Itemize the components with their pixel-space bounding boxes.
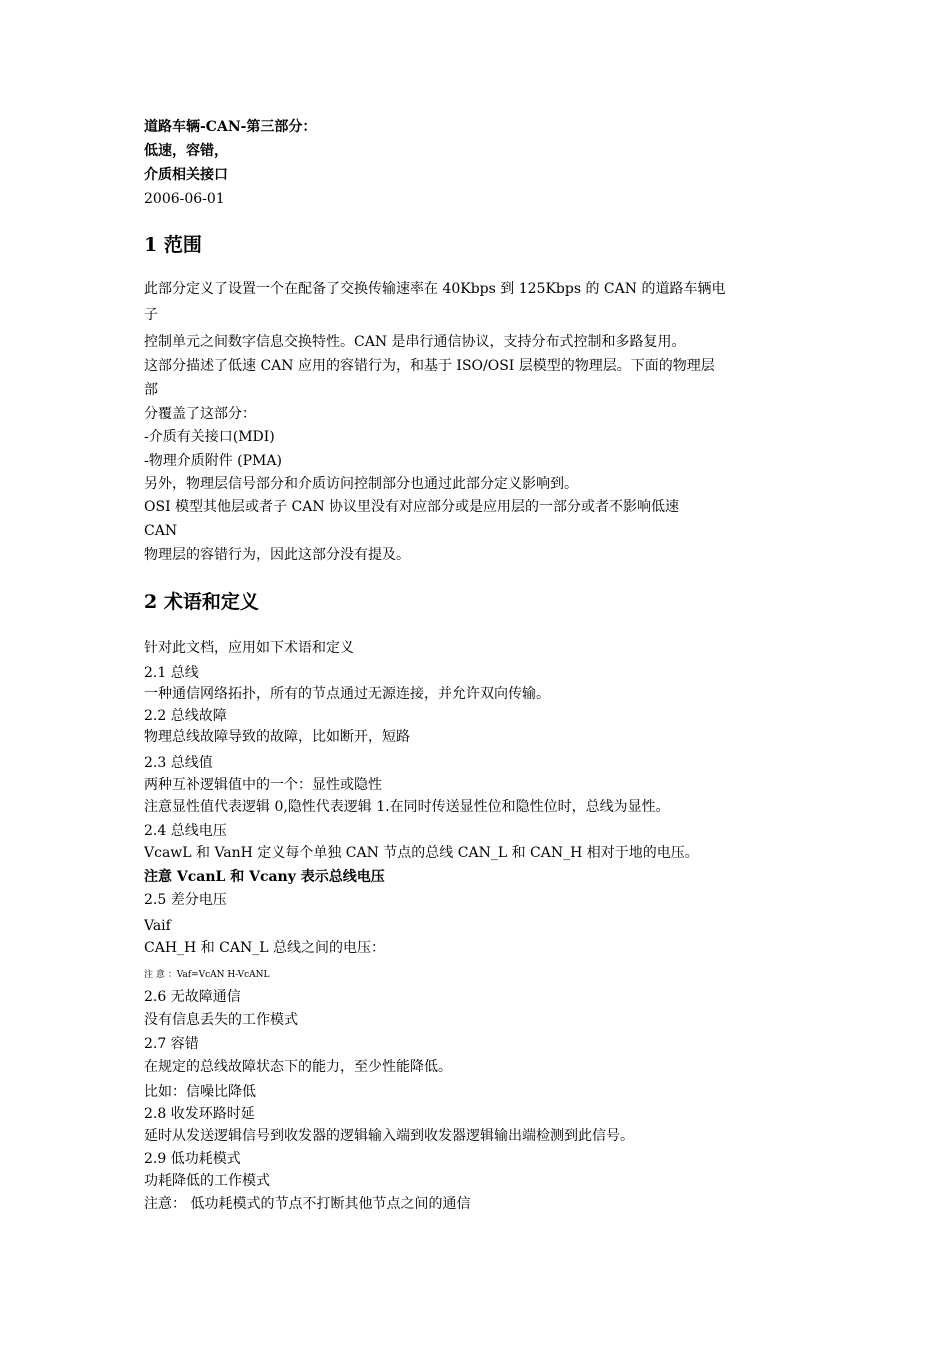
section-1-line: -物理介质附件 (PMA) bbox=[144, 453, 282, 469]
section-2-line: 2.8 收发环路时延 bbox=[144, 1106, 255, 1122]
section-2-line: Vaif bbox=[144, 918, 171, 934]
section-2-line: 注意 VcanL 和 Vcany 表示总线电压 bbox=[144, 869, 385, 885]
section-1-line: OSI 模型其他层或者子 CAN 协议里没有对应部分或是应用层的一部分或者不影响低速 bbox=[144, 499, 680, 515]
doc-title-line-3: 介质相关接口 bbox=[144, 167, 228, 183]
section-2-line: 注意： 低功耗模式的节点不打断其他节点之间的通信 bbox=[144, 1196, 471, 1212]
section-2-line: 2.1 总线 bbox=[144, 665, 199, 681]
section-2-line: 在规定的总线故障状态下的能力，至少性能降低。 bbox=[144, 1059, 452, 1075]
section-1-line: 另外，物理层信号部分和介质访问控制部分也通过此部分定义影响到。 bbox=[144, 476, 578, 492]
section-2-line: 注意显性值代表逻辑 0,隐性代表逻辑 1.在同时传送显性位和隐性位时，总线为显性。 bbox=[144, 799, 670, 815]
doc-title-line-2: 低速，容错， bbox=[144, 143, 228, 159]
section-1-line: 此部分定义了设置一个在配备了交换传输速率在 40Kbps 到 125Kbps 的 CAN 的道路车辆电 bbox=[144, 281, 726, 297]
section-2-line: CAH_H 和 CAN_L 总线之间的电压： bbox=[144, 940, 385, 956]
section-2-line: 2.9 低功耗模式 bbox=[144, 1151, 241, 1167]
section-2-line: VcawL 和 VanH 定义每个单独 CAN 节点的总线 CAN_L 和 CAN_H 相对于地的电压。 bbox=[144, 845, 699, 861]
section-1-heading: 1 范围 bbox=[144, 234, 202, 256]
section-1-line: 分覆盖了这部分： bbox=[144, 406, 256, 422]
section-2-line: 2.5 差分电压 bbox=[144, 892, 227, 908]
section-1-line: CAN bbox=[144, 523, 178, 539]
doc-title-line-1: 道路车辆-CAN-第三部分： bbox=[144, 119, 317, 135]
section-2-line: 物理总线故障导致的故障，比如断开，短路 bbox=[144, 729, 410, 745]
section-2-line: 2.3 总线值 bbox=[144, 755, 213, 771]
section-2-line: 针对此文档，应用如下术语和定义 bbox=[144, 640, 354, 656]
section-1-line: 物理层的容错行为，因此这部分没有提及。 bbox=[144, 547, 410, 563]
section-2-line: 2.4 总线电压 bbox=[144, 823, 227, 839]
section-1-line: 控制单元之间数字信息交换特性。CAN 是串行通信协议，支持分布式控制和多路复用。 bbox=[144, 334, 686, 350]
section-2-heading: 2 术语和定义 bbox=[144, 591, 259, 613]
section-2-line: 没有信息丢失的工作模式 bbox=[144, 1012, 298, 1028]
section-2-line: 延时从发送逻辑信号到收发器的逻辑输入端到收发器逻辑输出端检测到此信号。 bbox=[144, 1128, 634, 1144]
section-2-line: 两种互补逻辑值中的一个：显性或隐性 bbox=[144, 777, 382, 793]
doc-date: 2006-06-01 bbox=[144, 191, 225, 207]
section-1-line: 子 bbox=[144, 307, 158, 323]
section-1-line: 部 bbox=[144, 382, 158, 398]
section-2-line: 比如：信噪比降低 bbox=[144, 1084, 256, 1100]
section-2-line: 2.6 无故障通信 bbox=[144, 989, 241, 1005]
section-1-line: 这部分描述了低速 CAN 应用的容错行为，和基于 ISO/OSI 层模型的物理层。下面的物理层 bbox=[144, 358, 715, 374]
section-1-line: -介质有关接口(MDI) bbox=[144, 429, 275, 445]
section-2-line: 一种通信网络拓扑，所有的节点通过无源连接，并允许双向传输。 bbox=[144, 686, 550, 702]
section-2-line: 2.2 总线故障 bbox=[144, 708, 227, 724]
section-2-line: 2.7 容错 bbox=[144, 1036, 199, 1052]
section-2-line: 注 意 ：Vaf=VcAN H-VcANL bbox=[144, 970, 270, 980]
section-2-line: 功耗降低的工作模式 bbox=[144, 1173, 270, 1189]
